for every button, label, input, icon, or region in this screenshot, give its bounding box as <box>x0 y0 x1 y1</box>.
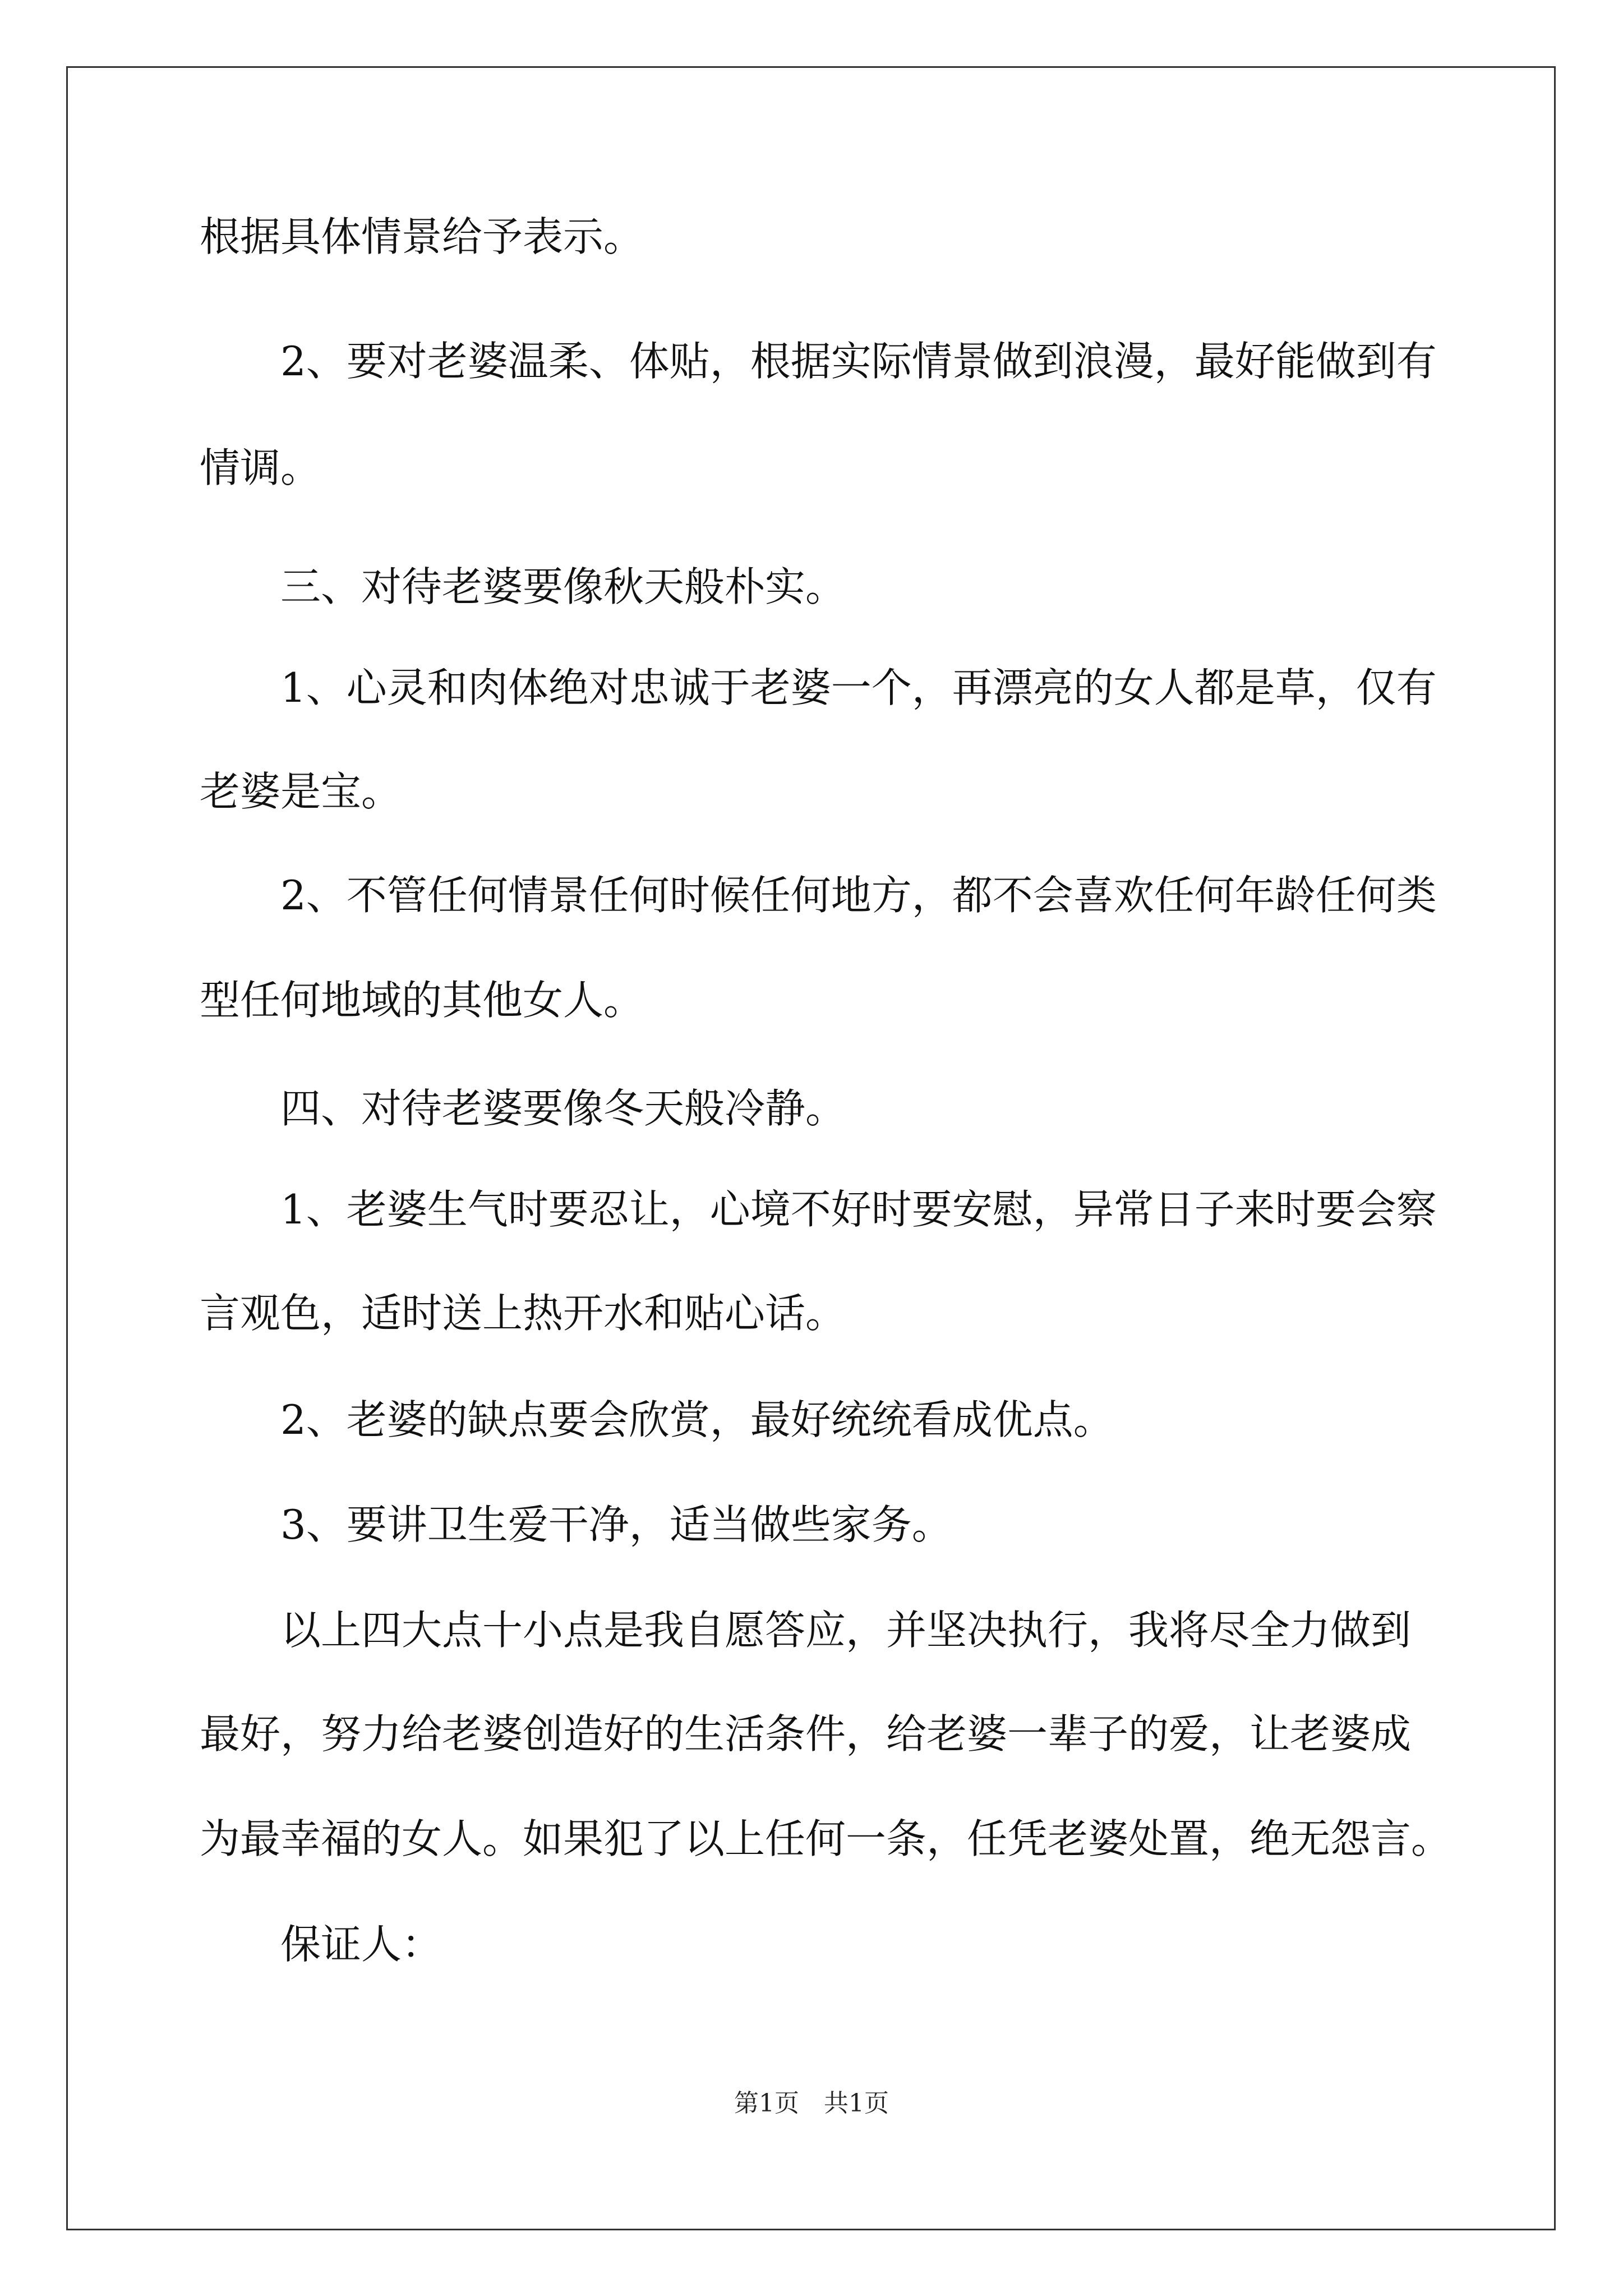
text-line: 2、要对老婆温柔、体贴，根据实际情景做到浪漫，最好能做到有 <box>280 338 1437 385</box>
text-line: 以上四大点十小点是我自愿答应，并坚决执行，我将尽全力做到 <box>280 1607 1412 1654</box>
signature-label: 保证人： <box>280 1921 442 1968</box>
text-line: 老婆是宝。 <box>200 768 402 815</box>
text-line: 情调。 <box>200 444 321 491</box>
section-heading: 四、对待老婆要像冬天般冷静。 <box>280 1085 846 1132</box>
text-line: 型任何地域的其他女人。 <box>200 977 644 1024</box>
text-line: 1、老婆生气时要忍让，心境不好时要安慰，异常日子来时要会察 <box>280 1186 1437 1233</box>
text-line: 3、要讲卫生爱干净，适当做些家务。 <box>280 1501 952 1548</box>
text-line: 根据具体情景给予表示。 <box>200 213 644 260</box>
section-heading: 三、对待老婆要像秋天般朴实。 <box>280 563 846 610</box>
text-line: 1、心灵和肉体绝对忠诚于老婆一个，再漂亮的女人都是草，仅有 <box>280 664 1437 711</box>
text-line: 为最幸福的女人。如果犯了以上任何一条，任凭老婆处置，绝无怨言。 <box>200 1815 1452 1862</box>
text-line: 2、不管任何情景任何时候任何地方，都不会喜欢任何年龄任何类 <box>280 872 1437 919</box>
page-footer: 第1页 共1页 <box>734 2089 889 2118</box>
text-line: 最好，努力给老婆创造好的生活条件，给老婆一辈子的爱，让老婆成 <box>200 1710 1412 1757</box>
page-border <box>66 66 1556 2230</box>
text-line: 2、老婆的缺点要会欣赏，最好统统看成优点。 <box>280 1396 1114 1443</box>
text-line: 言观色，适时送上热开水和贴心话。 <box>200 1290 846 1337</box>
